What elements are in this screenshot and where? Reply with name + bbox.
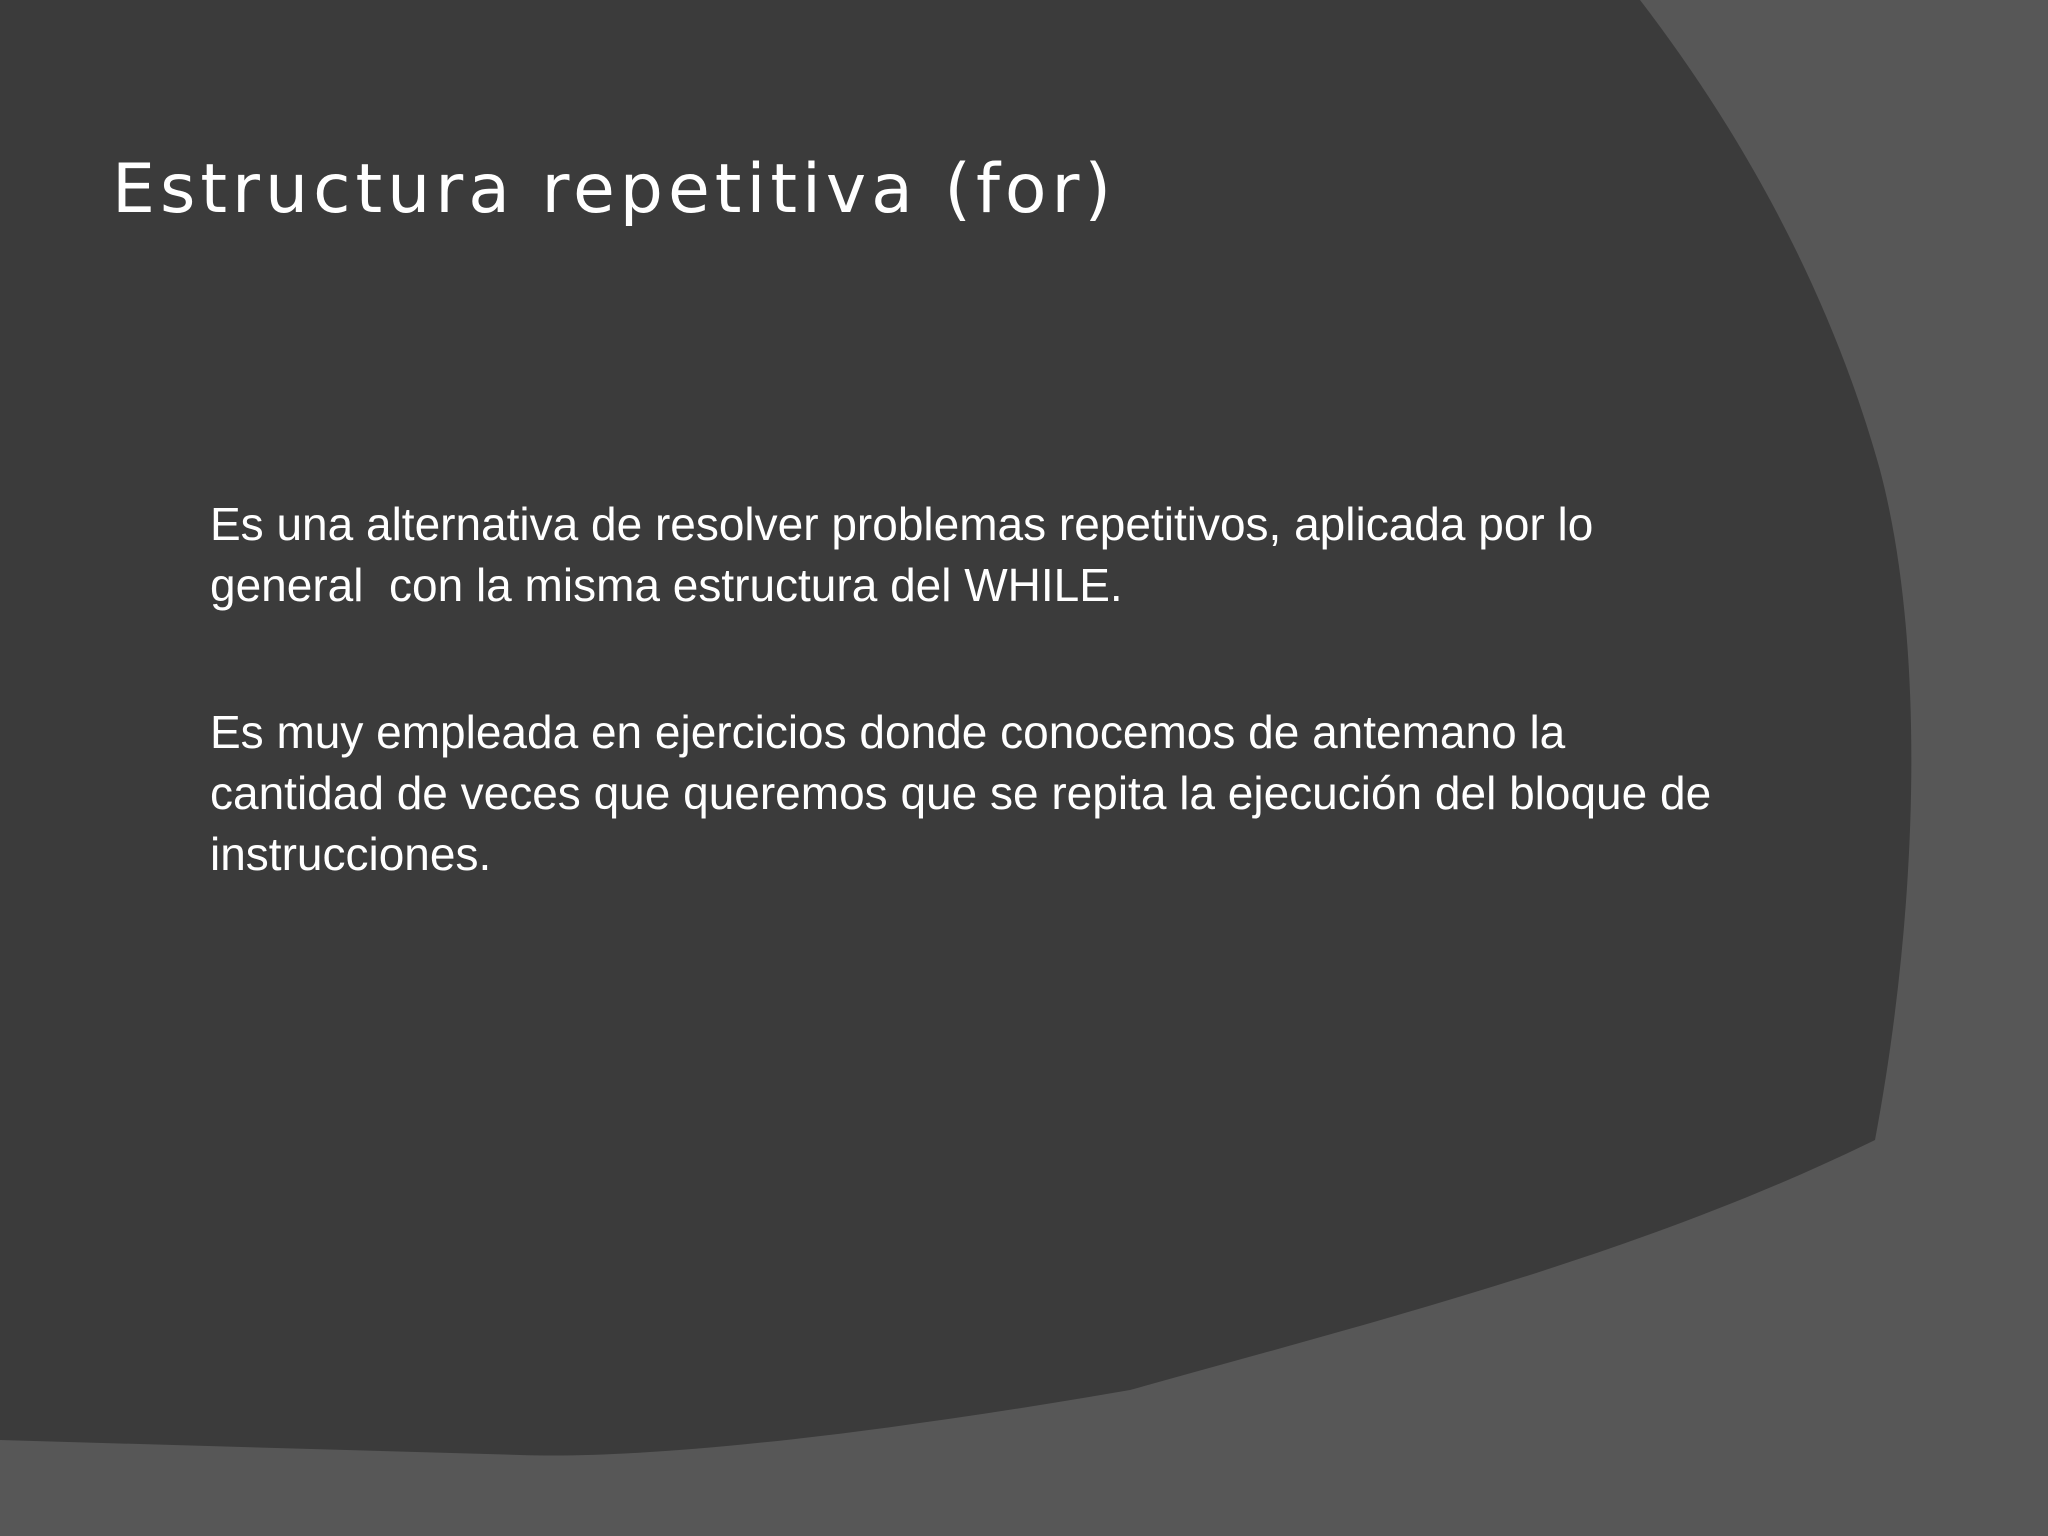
paragraph-line: general con la misma estructura del WHILE. — [210, 559, 1123, 611]
paragraph-line: instrucciones. — [210, 828, 492, 880]
paragraph-intro — [210, 494, 1910, 616]
slide-title: Estructura repetitiva (for) — [112, 150, 1116, 229]
slide-body — [210, 494, 1910, 971]
paragraph-line: Es una alternativa de resolver problemas repetitivos, aplicada por lo — [210, 498, 1594, 550]
paragraph-usage — [210, 702, 1910, 885]
paragraph-line: cantidad de veces que queremos que se repita la ejecución del bloque de — [210, 767, 1712, 819]
paragraph-line: Es muy empleada en ejercicios donde conocemos de antemano la — [210, 706, 1566, 758]
